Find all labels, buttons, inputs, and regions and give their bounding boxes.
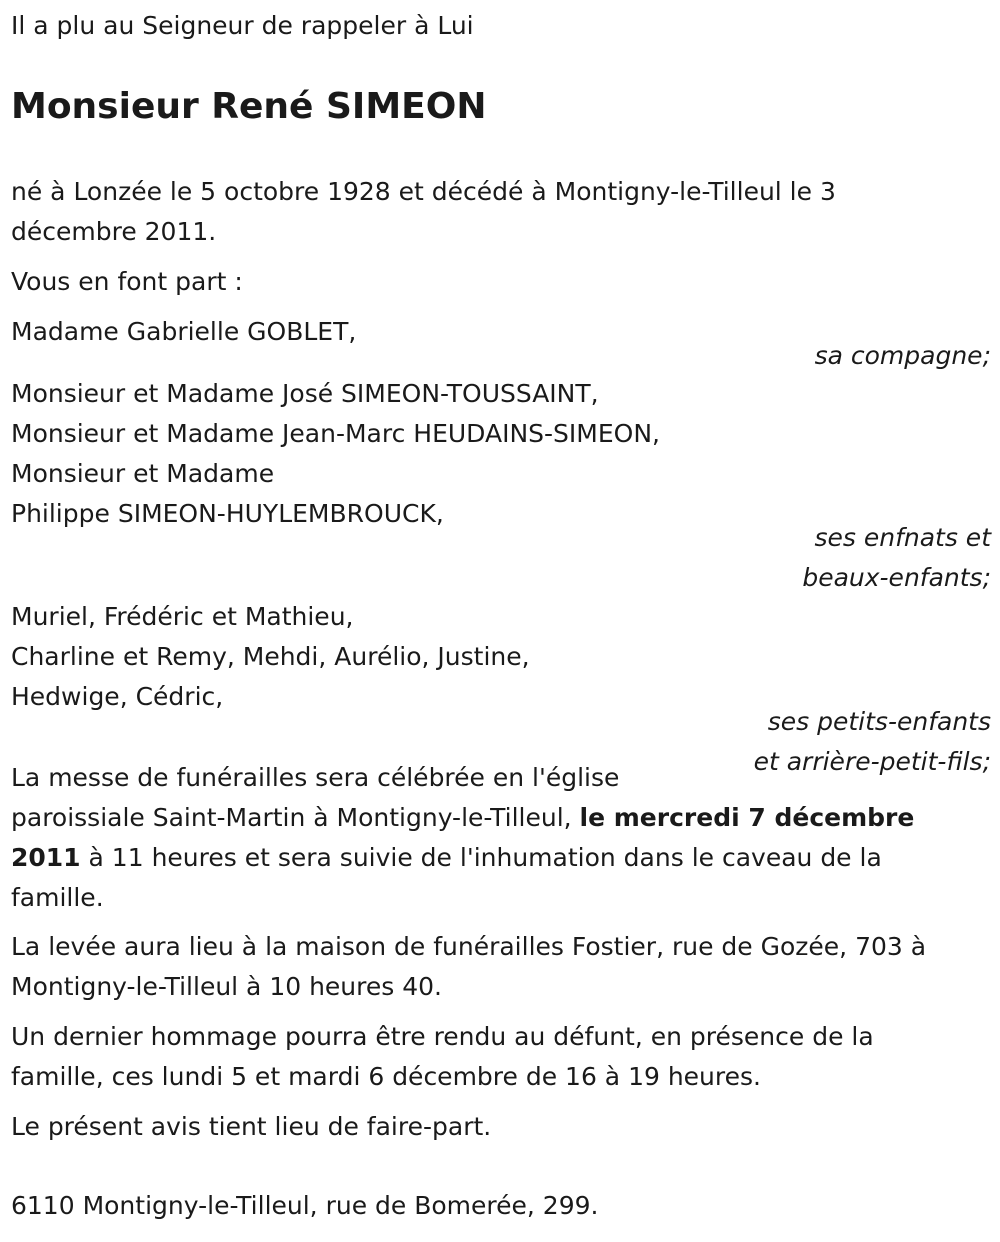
birth-death-line: décembre 2011. xyxy=(11,217,217,246)
ceremony-year: 2011 xyxy=(11,843,81,872)
ceremony-date: le mercredi 7 décembre xyxy=(579,803,915,832)
grandchildren-list xyxy=(11,597,986,717)
ceremony-line: famille. xyxy=(11,883,104,912)
ceremony-line xyxy=(11,838,986,878)
levee-line: Montigny-le-Tilleul à 10 heures 40. xyxy=(11,972,442,1001)
ceremony-line: La messe de funérailles sera célébrée en l'église xyxy=(11,763,620,792)
birth-death-paragraph xyxy=(11,172,986,252)
list-item: Philippe SIMEON-HUYLEMBROUCK, xyxy=(11,499,444,528)
list-item: Monsieur et Madame xyxy=(11,459,275,488)
partner-name: Madame Gabrielle GOBLET, xyxy=(11,317,357,346)
children-list xyxy=(11,374,986,534)
list-item: Charline et Remy, Mehdi, Aurélio, Justine, xyxy=(11,642,530,671)
list-item: Hedwige, Cédric, xyxy=(11,682,224,711)
address-text: 6110 Montigny-le-Tilleul, rue de Bomerée, 299. xyxy=(11,1191,599,1220)
levee-paragraph xyxy=(11,927,986,1007)
list-item: Monsieur et Madame José SIMEON-TOUSSAINT, xyxy=(11,379,599,408)
ceremony-line xyxy=(11,798,986,838)
levee-line: La levée aura lieu à la maison de funérailles Fostier, rue de Gozée, 703 à xyxy=(11,932,927,961)
homage-line: famille, ces lundi 5 et mardi 6 décembre de 16 à 19 heures. xyxy=(11,1062,761,1091)
grandchildren-role-line: et arrière-petit-fils; xyxy=(753,747,991,776)
grandchildren-role-line: ses petits-enfants xyxy=(767,707,991,736)
intro-text: Il a plu au Seigneur de rappeler à Lui xyxy=(11,11,474,40)
announce-text: Vous en font part : xyxy=(11,267,243,296)
homage-line: Un dernier hommage pourra être rendu au défunt, en présence de la xyxy=(11,1022,874,1051)
partner-role: sa compagne; xyxy=(814,341,991,370)
children-role-line: ses enfnats et xyxy=(814,523,991,552)
birth-death-line: né à Lonzée le 5 octobre 1928 et décédé à Montigny-le-Tilleul le 3 xyxy=(11,177,836,206)
list-item: Monsieur et Madame Jean-Marc HEUDAINS-SIMEON, xyxy=(11,419,660,448)
children-role-line: beaux-enfants; xyxy=(802,563,991,592)
ceremony-text: à 11 heures et sera suivie de l'inhumation dans le caveau de la xyxy=(80,843,882,872)
list-item: Muriel, Frédéric et Mathieu, xyxy=(11,602,354,631)
children-role xyxy=(802,518,991,598)
ceremony-text: paroissiale Saint-Martin à Montigny-le-Tilleul, xyxy=(11,803,580,832)
homage-paragraph xyxy=(11,1017,986,1097)
deceased-name: Monsieur René SIMEON xyxy=(11,86,487,127)
ceremony-paragraph xyxy=(11,758,986,918)
closing-text: Le présent avis tient lieu de faire-part. xyxy=(11,1112,492,1141)
